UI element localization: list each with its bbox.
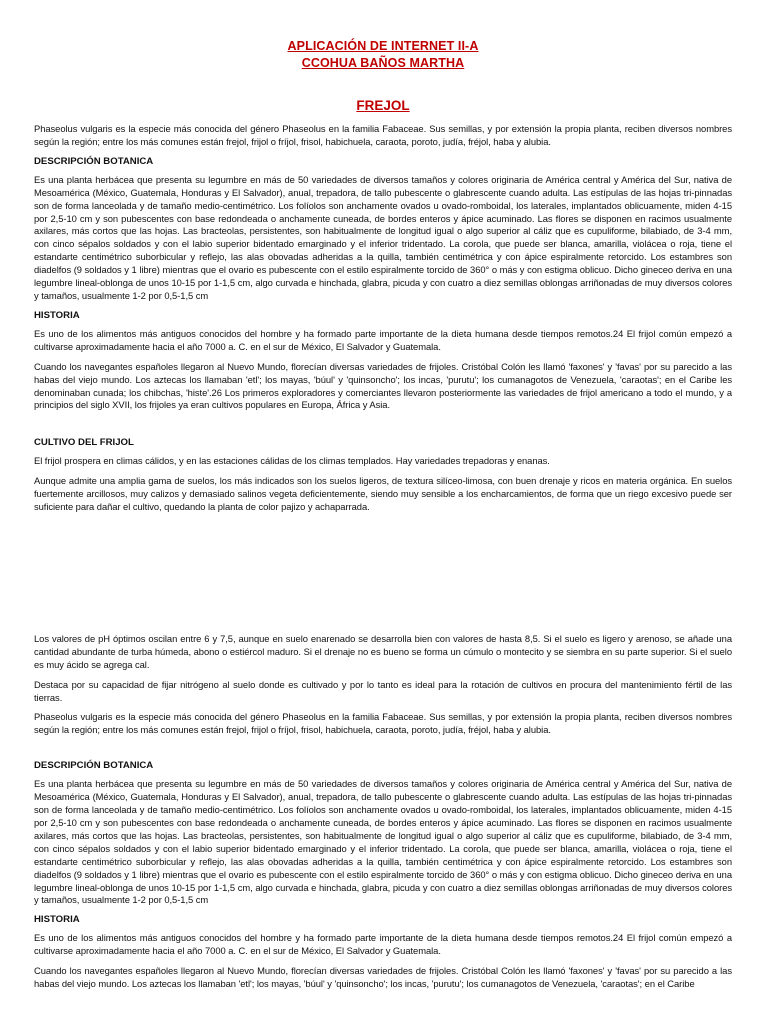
author-name: CCOHUA BAÑOS MARTHA — [301, 56, 465, 70]
course-title: APLICACIÓN DE INTERNET II-A — [287, 39, 479, 53]
ph-paragraph: Los valores de pH óptimos oscilan entre 6 y 7,5, aunque en suelo enarenado se desarrolla bien con valores de hasta 8,5. Si el suelo es ligero y arenoso, se añade una cantidad abundante de turba húmeda, abono o estiércol maduro. Si el drenaje no es bueno se forma un cúmulo o montecito y se siembra en su parte superior. Si el suelo es muy ácido se agrega cal. — [34, 632, 732, 670]
spacer — [34, 521, 732, 633]
nitrogen-paragraph: Destaca por su capacidad de fijar nitrógeno al suelo donde es cultivado y por lo tanto es ideal para la rotación de cultivos en procura del mantenimiento fértil de las tierras. — [34, 678, 732, 703]
section-heading-history-repeat: HISTORIA — [34, 914, 80, 926]
document-title: FREJOL — [356, 98, 410, 113]
history-paragraph-1-repeat: Es uno de los alimentos más antiguos conocidos del hombre y ha formado parte importante de la dieta humana desde tiempos remotos.24 El frijol común empezó a cultivarse aproximadamente hacia el año 7000 a. C. en el sur de México, El Salvador y Guatemala. — [34, 932, 732, 957]
cultivation-paragraph-1: El frijol prospera en climas cálidos, y en las estaciones cálidas de los climas templados. Hay variedades trepadoras y enanas. — [34, 455, 550, 467]
description-paragraph-repeat: Es una planta herbácea que presenta su legumbre en más de 50 variedades de diversos tamaños y colores originaria de América central y América del Sur, nativa de Mesoamérica (México, Guatemala, Honduras y El Salvador), anual, trepadora, de tallo pubescente o glabrescente cuando adulta. Las estípulas de las hojas tri-pinnadas son de forma lanceolada y de tamaño medio-centimétrico. Los folíolos son anchamente ovados u ovado-romboidal, los laterales, implantados oblicuamente, miden 4-15 por 2,5-10 cm y son pubescentes con base redondeada o anchamente cuneada, de bordes enteros y ápice acuminado. Las flores se disponen en racimos usualmente axilares, más cortos que las hojas. Las bracteolas, persistentes, son habitualmente de longitud igual o algo superior al cáliz que es cupuliforme, bilabiado, de 3-4 mm, con cinco sépalos soldados y con el labio superior bidentado emarginado y el inferior tridentado. La corola, que puede ser blanca, amarilla, violácea o roja, tiene el estandarte centimétrico suborbicular y reflejo, las alas obovadas adheridas a la quilla, también centimétrica y con ápice espiralmente retorcido. Los estambres son diadelfos (9 soldados y 1 libre) mientras que el ovario es pubescente con el estilo espiralmente torcido de 360° o más y con estigma oblicuo. Dicho gineceo deriva en una legumbre lineal-oblonga de unos 10-15 por 1-1,5 cm, algo curvada e hinchada, glabra, picuda y con cuatro a diez semillas oblongas arriñonadas de muy diversos colores y tamaños, usualmente 1-2 por 0,5-1,5 cm — [34, 778, 732, 906]
intro-paragraph-repeat: Phaseolus vulgaris es la especie más conocida del género Phaseolus en la familia Fabaceae. Sus semillas, y por extensión la propia planta, reciben diversos nombres según la región; entre los más comunes están frejol, frijol o fríjol, frisol, habichuela, caraota, poroto, judía, fréjol, haba y alubia. — [34, 711, 732, 736]
description-paragraph: Es una planta herbácea que presenta su legumbre en más de 50 variedades de diversos tamaños y colores originaria de América central y América del Sur, nativa de Mesoamérica (México, Guatemala, Honduras y El Salvador), anual, trepadora, de tallo pubescente o glabrescente cuando adulta. Las estípulas de las hojas tri-pinnadas son de forma lanceolada y de tamaño medio-centimétrico. Los folíolos son anchamente ovados u ovado-romboidal, los laterales, implantados oblicuamente, miden 4-15 por 2,5-10 cm y son pubescentes con base redondeada o anchamente cuneada, de bordes enteros y ápice acuminado. Las flores se disponen en racimos usualmente axilares, más cortos que las hojas. Las bracteolas, persistentes, son habitualmente de longitud igual o algo superior al cáliz que es cupuliforme, bilabiado, de 3-4 mm, con cinco sépalos soldados y con el labio superior bidentado emarginado y el inferior tridentado. La corola, que puede ser blanca, amarilla, violácea o roja, tiene el estandarte centimétrico suborbicular y reflejo, las alas obovadas adheridas a la quilla, también centimétrica y con ápice espiralmente retorcido. Los estambres son diadelfos (9 soldados y 1 libre) mientras que el ovario es pubescente con el estilo espiralmente torcido de 360° o más y con estigma oblicuo. Dicho gineceo deriva en una legumbre lineal-oblonga de unos 10-15 por 1-1,5 cm, algo curvada e hinchada, glabra, picuda y con cuatro a diez semillas oblongas arriñonadas de muy diversos colores y tamaños, usualmente 1-2 por 0,5-1,5 cm — [34, 173, 732, 301]
spacer — [34, 419, 732, 437]
spacer — [34, 744, 732, 760]
section-heading-cultivation: CULTIVO DEL FRIJOL — [34, 437, 134, 449]
intro-paragraph: Phaseolus vulgaris es la especie más conocida del género Phaseolus en la familia Fabaceae. Sus semillas, y por extensión la propia planta, reciben diversos nombres según la región; entre los más comunes están frejol, frijol o fríjol, frisol, habichuela, caraota, poroto, judía, fréjol, haba y alubia. — [34, 123, 732, 147]
document-body — [34, 38, 732, 998]
section-heading-description: DESCRIPCIÓN BOTANICA — [34, 155, 154, 167]
section-heading-history: HISTORIA — [34, 309, 80, 321]
history-paragraph-1: Es uno de los alimentos más antiguos conocidos del hombre y ha formado parte importante de la dieta humana desde tiempos remotos.24 El frijol común empezó a cultivarse aproximadamente hacia el año 7000 a. C. en el sur de México, El Salvador y Guatemala. — [34, 327, 732, 352]
section-heading-description-repeat: DESCRIPCIÓN BOTANICA — [34, 760, 154, 772]
history-paragraph-2-repeat: Cuando los navegantes españoles llegaron al Nuevo Mundo, florecían diversas variedades de frijoles. Cristóbal Colón les llamó 'faxones' y 'favas' por su parecido a las habas del viejo mundo. Los aztecas los llamaban 'etl'; los mayas, 'búul' y 'quinsoncho'; los incas, 'purutu'; los cumanagotos de Venezuela, 'caraotas'; en el Caribe — [34, 965, 732, 990]
history-paragraph-2: Cuando los navegantes españoles llegaron al Nuevo Mundo, florecían diversas variedades de frijoles. Cristóbal Colón les llamó 'faxones' y 'favas' por su parecido a las habas del viejo mundo. Los aztecas los llamaban 'etl'; los mayas, 'búul' y 'quinsoncho'; los incas, 'purutu'; los cumanagotos de Venezuela, 'caraotas'; en el Caribe les denominaban cunada; los chibchas, 'histe'.26 Los primeros exploradores y comerciantes llevaron posteriormente las variedades de frijol americano a todo el mundo, y a principios del siglo XVII, los frijoles ya eran cultivos populares en Europa, África y Asia. — [34, 360, 732, 411]
cultivation-paragraph-2: Aunque admite una amplia gama de suelos, los más indicados son los suelos ligeros, de textura silíceo-limosa, con buen drenaje y ricos en materia orgánica. En suelos fuertemente arcillosos, muy calizos y demasiado salinos vegeta deficientemente, siendo muy sensible a los encharcamientos, de forma que un riego excesivo puede ser suficiente para dañar el cultivo, quedando la planta de color pajizo y achaparrada. — [34, 475, 732, 513]
